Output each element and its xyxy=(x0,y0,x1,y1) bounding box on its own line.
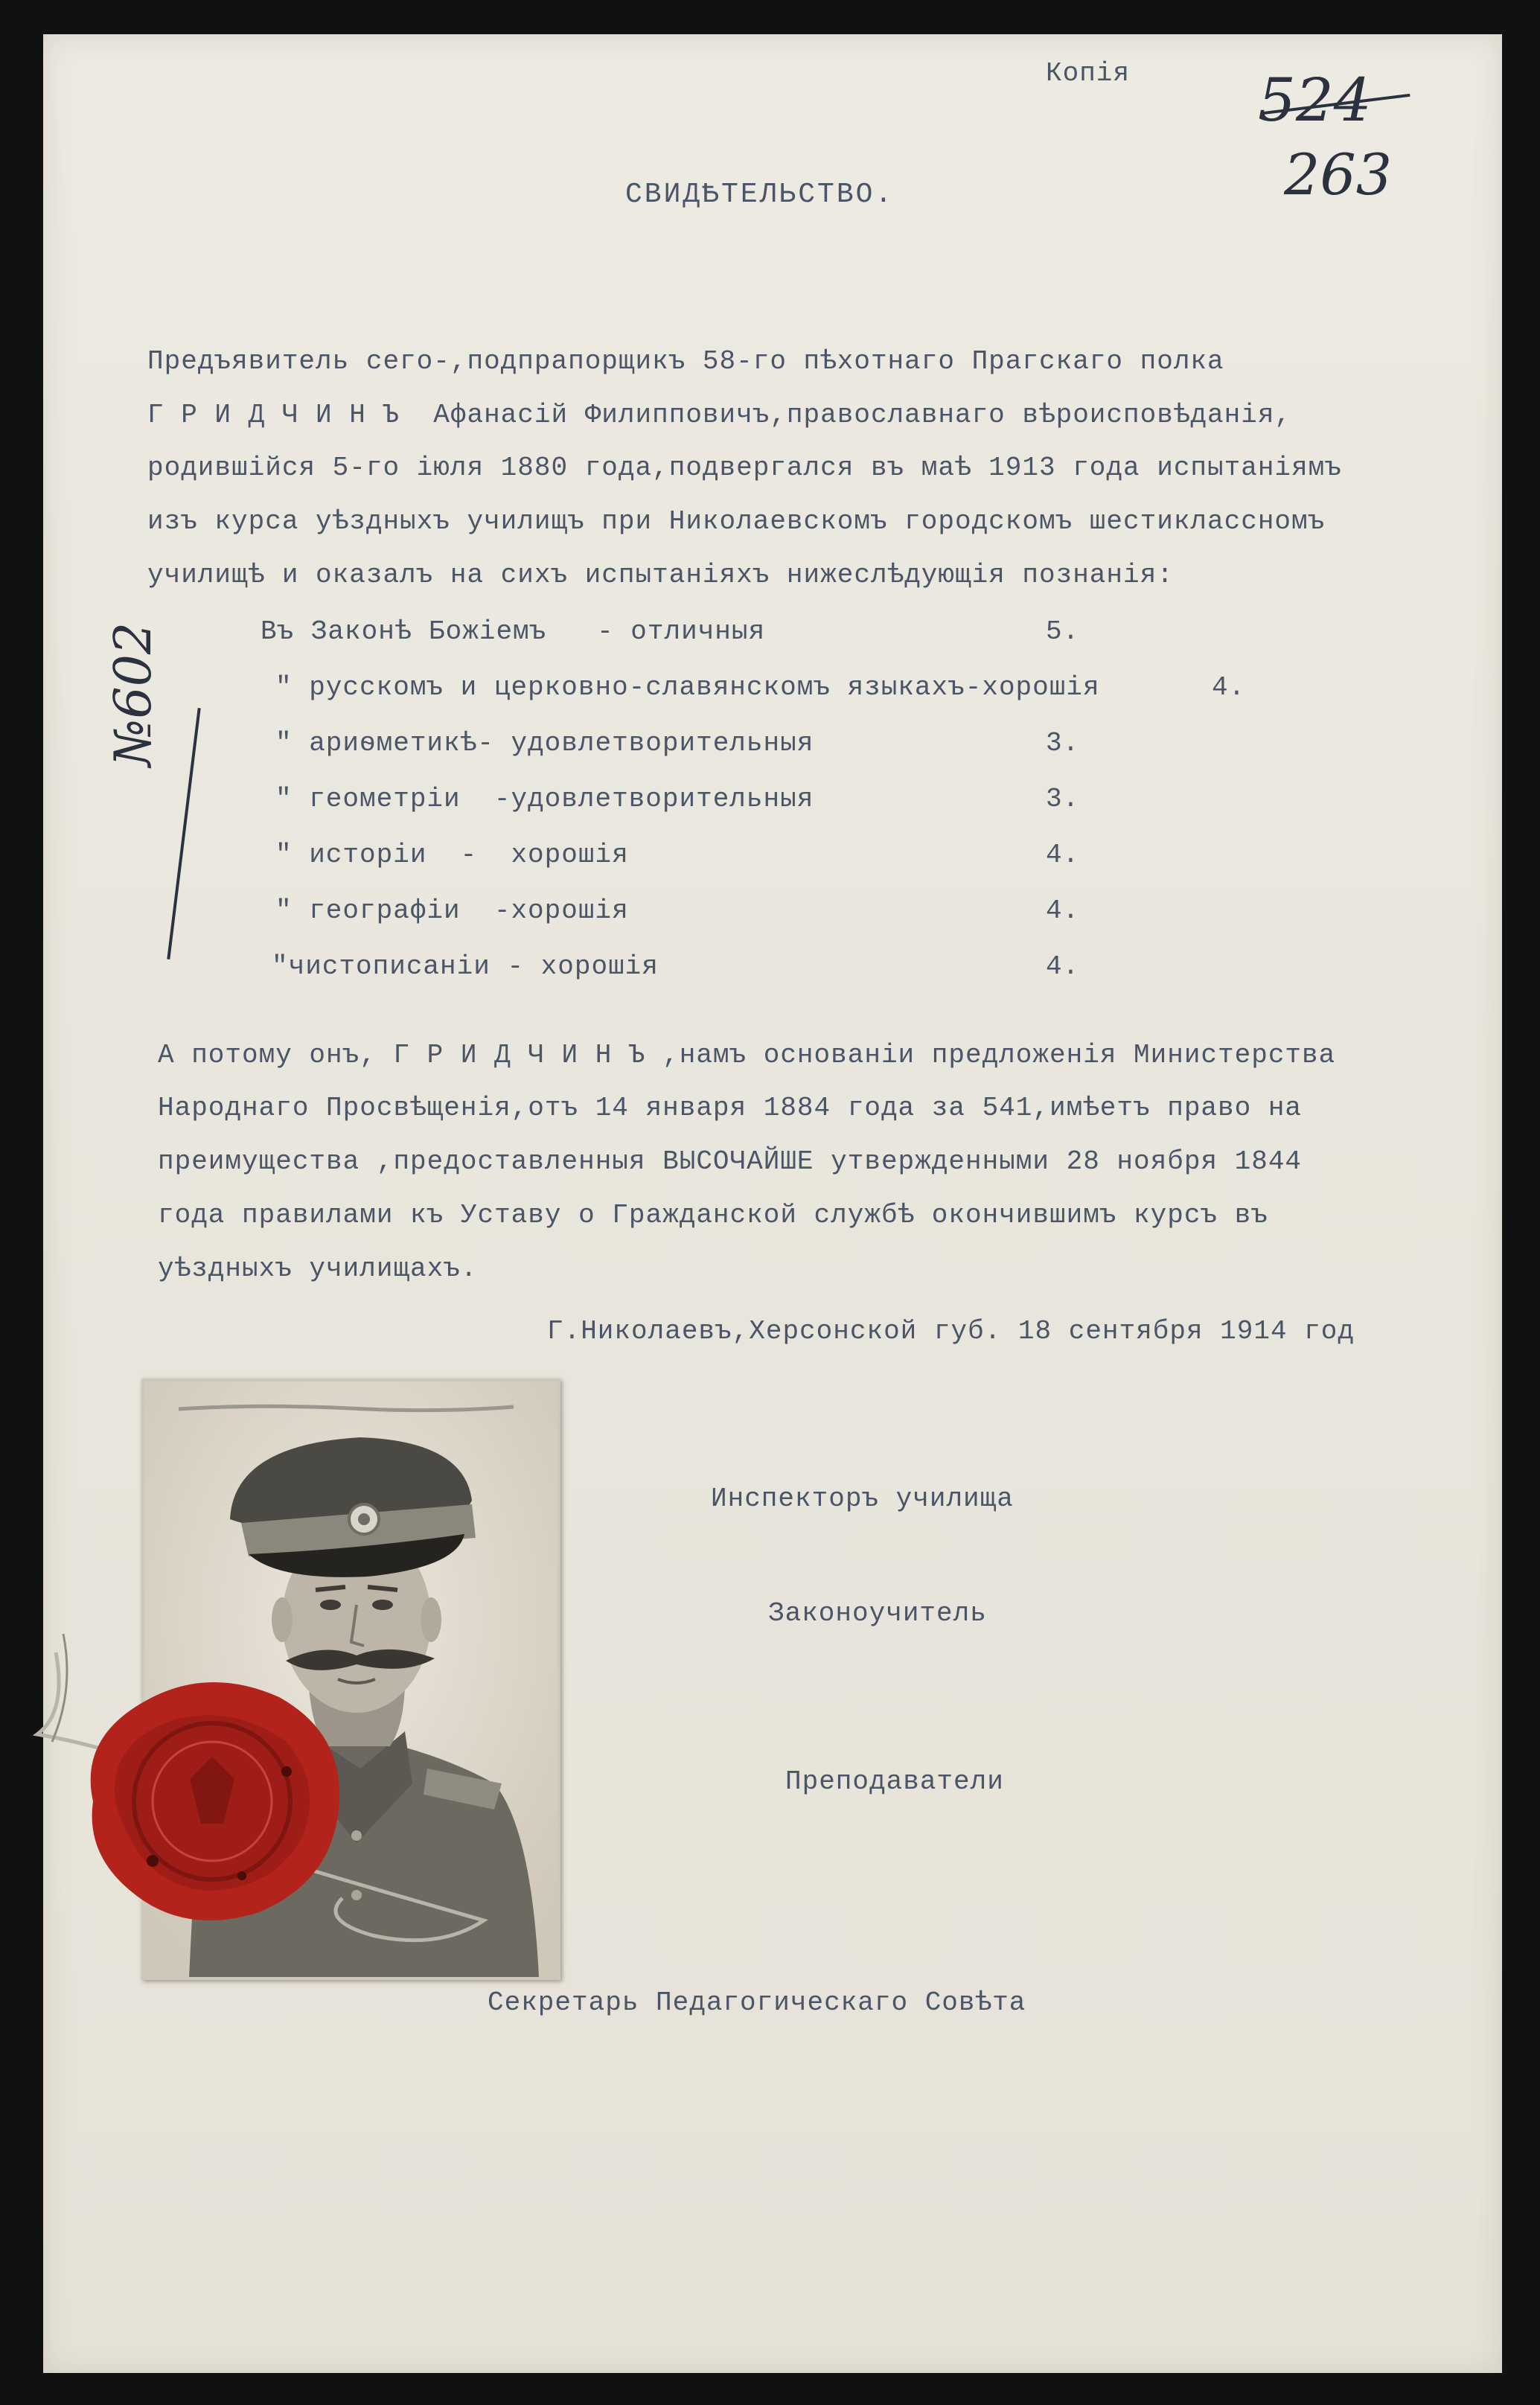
top-cord xyxy=(171,1398,521,1420)
signatory-teachers: Преподаватели xyxy=(785,1766,1004,1797)
conclusion-line: года правилами къ Уставу о Гражданской службѣ окончившимъ курсъ въ xyxy=(158,1200,1268,1230)
grade-subject: " ариѳметикѣ- удовлетворительныя xyxy=(275,728,814,758)
grade-subject: Въ Законѣ Божіемъ - отличныя xyxy=(261,616,766,647)
grade-value: 4. xyxy=(1046,840,1080,870)
grade-subject: " геометріи -удовлетворительныя xyxy=(275,784,814,814)
signatory-chaplain: Законоучитель xyxy=(768,1598,987,1629)
conclusion-line: А потому онъ, Г Р И Д Ч И Н Ъ ,намъ основаніи предложенія Министерства xyxy=(158,1040,1336,1070)
body-line: училищѣ и оказалъ на сихъ испытаніяхъ нижеслѣдующія познанія: xyxy=(147,560,1174,590)
conclusion-line: уѣздныхъ училищахъ. xyxy=(158,1253,478,1284)
body-line: Предъявитель сего-,подпрапорщикъ 58-го пѣхотнаго Прагскаго полка xyxy=(147,346,1224,377)
wax-seal xyxy=(63,1667,361,1935)
grade-subject: " русскомъ и церковно-славянскомъ языкахъ-хорошія xyxy=(275,672,1100,703)
body-line: родившійся 5-го іюля 1880 года,подвергался въ маѣ 1913 года испытаніямъ xyxy=(147,453,1342,483)
grade-value: 5. xyxy=(1046,616,1080,647)
grade-subject: " исторіи - хорошія xyxy=(275,840,629,870)
grade-value: 4. xyxy=(1212,672,1246,703)
grade-subject: "чистописаніи - хорошія xyxy=(272,951,659,982)
grade-subject: " географіи -хорошія xyxy=(275,895,629,926)
archive-number-new: 263 xyxy=(1284,141,1393,208)
grade-value: 3. xyxy=(1046,728,1080,758)
document-title: СВИДѢТЕЛЬСТВО. xyxy=(625,179,895,211)
signatory-secretary: Секретарь Педагогическаго Совѣта xyxy=(488,1987,1026,2018)
signatory-inspector: Инспекторъ училища xyxy=(711,1483,1014,1514)
grade-value: 3. xyxy=(1046,784,1080,814)
margin-registration-number: №602 xyxy=(104,622,163,767)
body-line: изъ курса уѣздныхъ училищъ при Николаевскомъ городскомъ шестиклассномъ xyxy=(147,506,1326,537)
copy-label: Копія xyxy=(1046,58,1131,89)
conclusion-line: преимущества ,предоставленныя ВЫСОЧАЙШЕ утвержденными 28 ноября 1844 xyxy=(158,1146,1303,1177)
conclusion-line: Народнаго Просвѣщенія,отъ 14 января 1884 года за 541,имѣетъ право на xyxy=(158,1093,1303,1123)
grade-value: 4. xyxy=(1046,895,1080,926)
body-line: Г Р И Д Ч И Н Ъ Афанасій Филипповичъ,православнаго вѣроисповѣданія, xyxy=(147,400,1292,430)
grade-value: 4. xyxy=(1046,951,1080,982)
place-and-date: Г.Николаевъ,Херсонской губ. 18 сентября 1914 год xyxy=(547,1316,1355,1347)
archive-number-old: 524 xyxy=(1258,66,1372,135)
